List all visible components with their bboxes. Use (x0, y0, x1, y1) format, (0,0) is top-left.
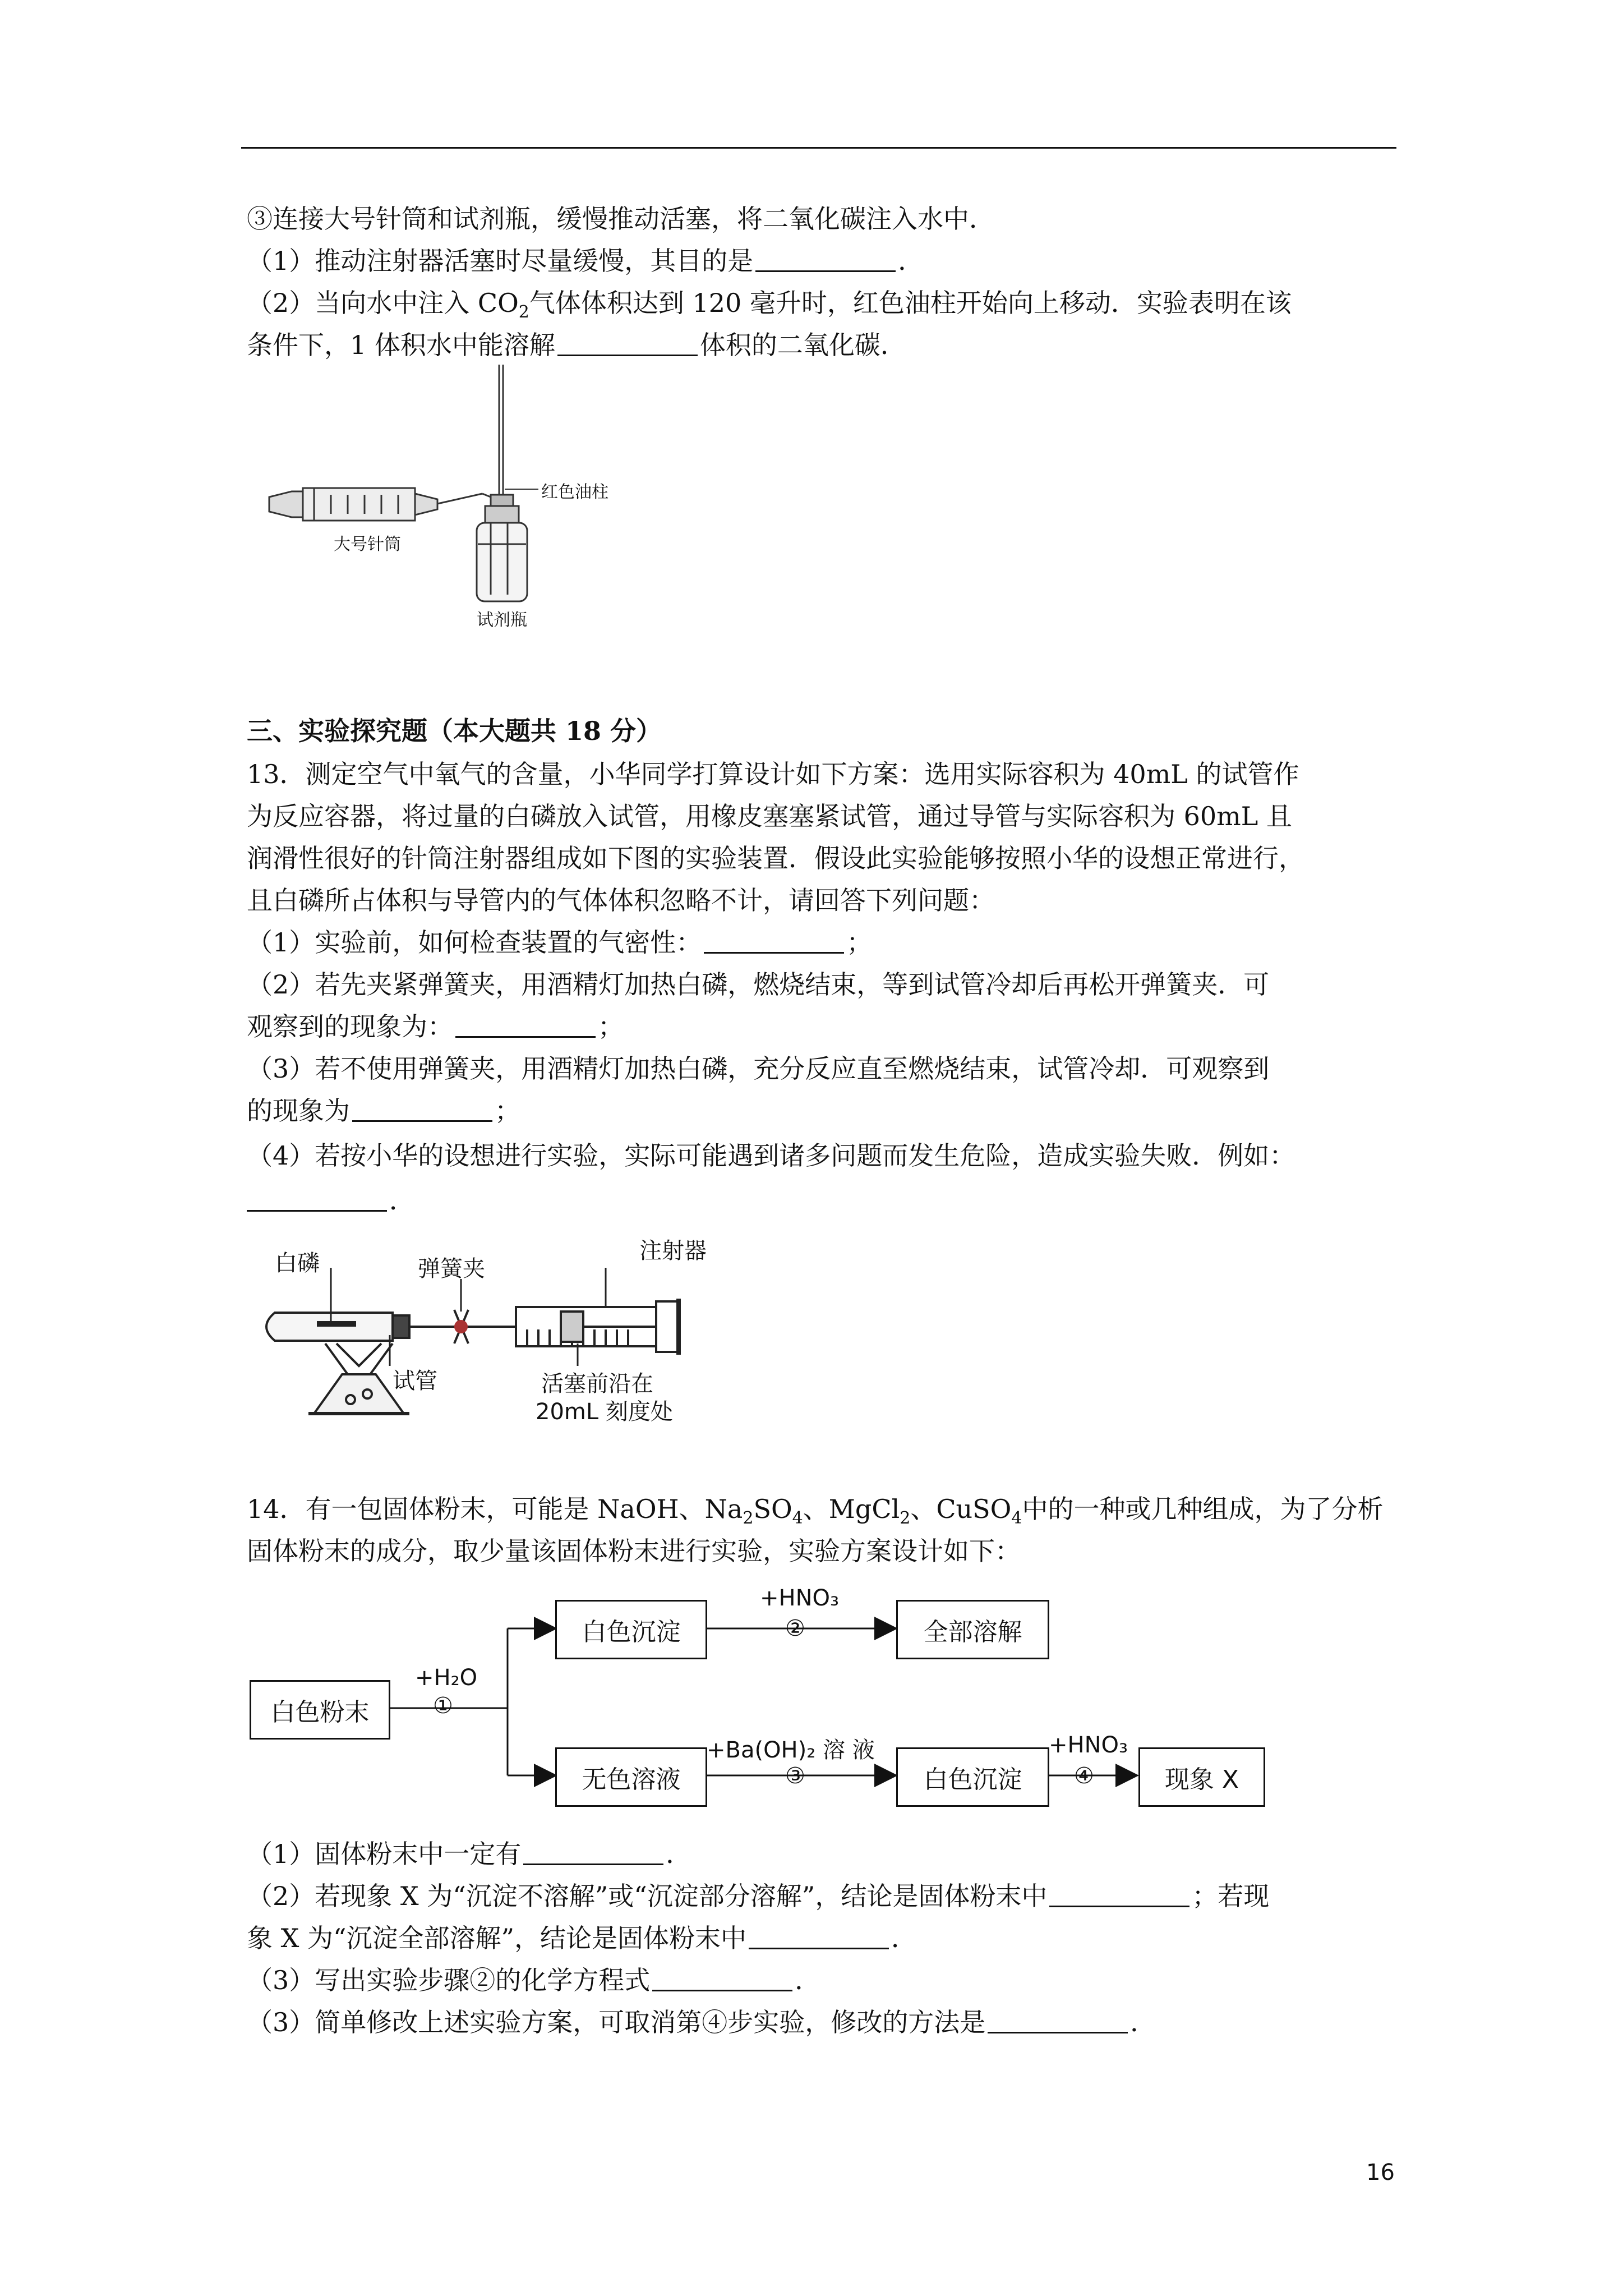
fig2-label-piston-2: 20mL 刻度处 (536, 1399, 673, 1425)
q14-l1e: 中的一种或几种组成，为了分析 (1022, 1494, 1384, 1524)
answer-blank[interactable] (749, 1923, 889, 1949)
q13-sub2-text: 观察到的现象为： (247, 1011, 453, 1042)
q14-sub2a-text: （2）若现象 X 为“沉淀不溶解”或“沉淀部分溶解”，结论是固体粉末中 (247, 1881, 1048, 1911)
q13-line2: 为反应容器，将过量的白磷放入试管，用橡皮塞塞紧试管，通过导管与实际容积为 60mL 且 (247, 801, 1292, 831)
q14-sub3-text: （3）写出实验步骤②的化学方程式 (247, 1965, 651, 1995)
q13-sub1-text: （1）实验前，如何检查装置的气密性： (247, 927, 702, 958)
q14-sub2b-text: 象 X 为“沉淀全部溶解”，结论是固体粉末中 (247, 1923, 747, 1953)
fig1-label-syringe: 大号针筒 (334, 535, 401, 554)
q14-l1b: SO (753, 1494, 792, 1524)
flow-box-top2: 全部溶解 (896, 1600, 1049, 1659)
q13-sub4-line1: （4）若按小华的设想进行实验，实际可能遇到诸多问题而发生危险，造成实验失败．例如： (247, 1140, 1295, 1171)
q12-part2-c: 条件下，1 体积水中能溶解 (247, 330, 555, 360)
q13-line4: 且白磷所占体积与导管内的气体体积忽略不计，请回答下列问题： (247, 885, 995, 915)
answer-blank[interactable] (988, 2007, 1128, 2033)
fig2-label-injector: 注射器 (639, 1238, 707, 1264)
q12-part1-text: （1）推动注射器活塞时尽量缓慢，其目的是 (247, 246, 754, 276)
flow-arrow3-reagent: +Ba(OH)₂ 溶 液 (707, 1737, 875, 1763)
answer-blank[interactable] (1049, 1881, 1189, 1907)
fig2-label-phosphorus: 白磷 (275, 1250, 320, 1276)
fig1-label-oil: 红色油柱 (541, 482, 608, 502)
q14-sub3 (247, 1963, 820, 1997)
q14-sub4-text: （3）简单修改上述实验方案，可取消第④步实验，修改的方法是 (247, 2007, 986, 2037)
fig2-label-piston-1: 活塞前沿在 (541, 1371, 653, 1397)
flow-box-start: 白色粉末 (250, 1680, 390, 1740)
q13-line3: 润滑性很好的针筒注射器组成如下图的实验装置．假设此实验能够按照小华的设想正常进行， (247, 843, 1304, 873)
q14-sub1 (247, 1837, 691, 1871)
q14-l1a: 14．有一包固体粉末，可能是 NaOH、Na (247, 1494, 743, 1524)
q12-part1-end: ． (898, 246, 924, 276)
answer-blank[interactable] (652, 1965, 792, 1991)
q14-line2: 固体粉末的成分，取少量该固体粉末进行实验，实验方案设计如下： (247, 1536, 1021, 1566)
fig2-label-clamp: 弹簧夹 (418, 1256, 485, 1282)
flow-arrow1-reagent: +H₂O (415, 1665, 478, 1691)
q12-part2-b: 气体体积达到 120 毫升时，红色油柱开始向上移动．实验表明在该 (529, 288, 1292, 318)
flow-box-top1: 白色沉淀 (555, 1600, 707, 1659)
flow-box-bot3: 现象 X (1138, 1747, 1265, 1807)
flow-arrow2-reagent: +HNO₃ (760, 1585, 840, 1611)
q13-sub3-text: 的现象为 (247, 1096, 350, 1126)
fig1-label-bottle: 试剂瓶 (477, 610, 527, 630)
q14-l1d: 、CuSO (910, 1494, 1012, 1524)
q14-sub-4a: 4 (792, 1508, 803, 1529)
q14-sub1-end: ． (666, 1839, 692, 1869)
q13-sub1-end: ； (846, 927, 873, 958)
q13-sub3-line1: （3）若不使用弹簧夹，用酒精灯加热白磷，充分反应直至燃烧结束，试管冷却．可观察到 (247, 1053, 1270, 1084)
flow-arrow2-step: ② (785, 1616, 805, 1641)
q14-sub2a-end: ；若现 (1192, 1881, 1270, 1911)
q14-sub-4b: 4 (1011, 1508, 1022, 1529)
q12-part2-sub: 2 (518, 302, 529, 323)
q14-sub-2a: 2 (743, 1508, 754, 1529)
section-title: 三、实验探究题（本大题共 18 分） (247, 716, 662, 746)
q14-sub4 (247, 2005, 1156, 2039)
fig2-label-tube: 试管 (393, 1368, 437, 1394)
q14-sub2b-end: ． (891, 1923, 917, 1953)
flow-arrow3-step: ③ (785, 1763, 805, 1789)
q14-sub2-line2 (247, 1921, 917, 1955)
q13-sub2-line1: （2）若先夹紧弹簧夹，用酒精灯加热白磷，燃烧结束，等到试管冷却后再松开弹簧夹．可 (247, 969, 1270, 1000)
q12-part2-a: （2）当向水中注入 CO (247, 288, 519, 318)
flow-arrow1-step: ① (433, 1693, 453, 1719)
q14-sub2-line1 (247, 1879, 1269, 1913)
q13-sub2-end: ； (598, 1011, 624, 1042)
q13-sub3-end: ； (495, 1096, 520, 1126)
q14-sub4-end: ． (1130, 2007, 1156, 2037)
q12-part2-d: 体积的二氧化碳． (699, 330, 906, 360)
flow-arrow4-reagent: +HNO₃ (1049, 1732, 1128, 1758)
q12-step3: ③连接大号针筒和试剂瓶，缓慢推动活塞，将二氧化碳注入水中． (247, 204, 995, 234)
q13-line1: 13．测定空气中氧气的含量，小华同学打算设计如下方案：选用实际容积为 40mL 的试管作 (247, 759, 1299, 789)
flow-arrow4-step: ④ (1074, 1763, 1094, 1789)
answer-blank[interactable] (523, 1839, 663, 1865)
page-number: 16 (1366, 2160, 1395, 2185)
q14-sub-2b: 2 (900, 1508, 911, 1529)
q14-sub3-end: ． (795, 1965, 821, 1995)
q14-sub1-text: （1）固体粉末中一定有 (247, 1839, 522, 1869)
flow-box-bot2: 白色沉淀 (896, 1747, 1049, 1807)
q14-l1c: 、MgCl (803, 1494, 900, 1524)
flow-box-bot1: 无色溶液 (555, 1747, 707, 1807)
q13-sub4-end: ． (389, 1185, 415, 1216)
